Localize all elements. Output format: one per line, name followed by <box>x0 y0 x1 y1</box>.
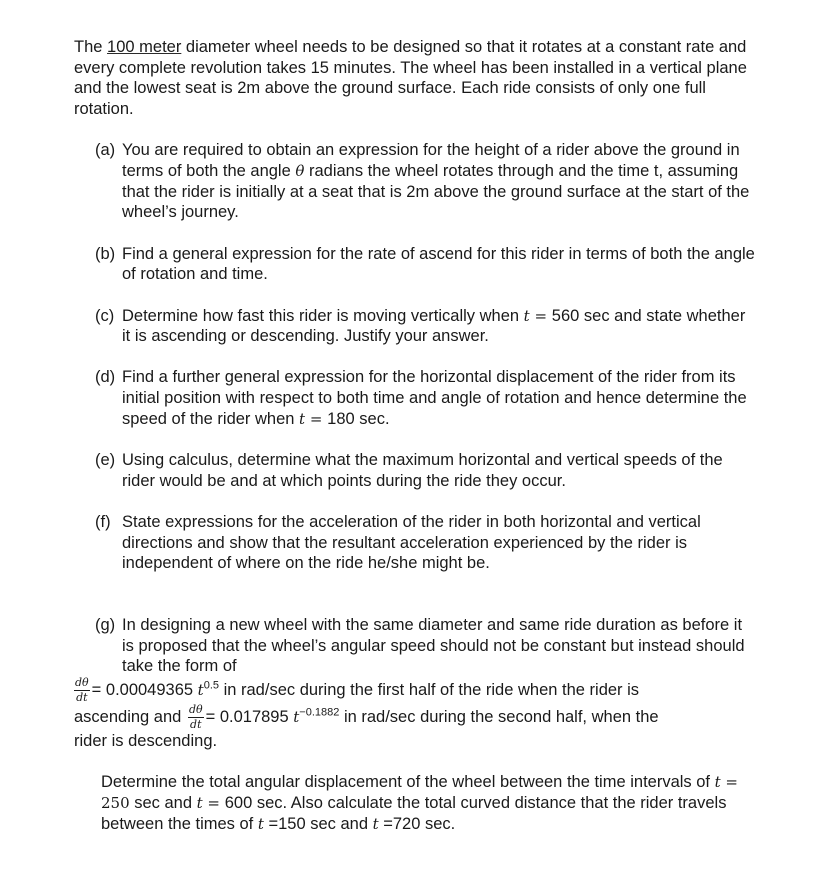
intro-paragraph: The 100 meter diameter wheel needs to be designed so that it rotates at a constant rate and every complete revolution takes 15 minutes. The wheel has been installed in a vertical plane and the lowest seat is 2m above the ground surface. Each ride consists of only one full rotation. <box>74 38 747 119</box>
diameter-link[interactable]: 100 meter <box>107 38 182 56</box>
question-b: (b) Find a general expression for the rate of ascend for this rider in terms of both the angle of rotation and time. <box>95 244 755 284</box>
question-g: (g) In designing a new wheel with the same diameter and same ride duration as before it is proposed that the wheel’s angular speed should not be constant but instead should take the form of <box>95 616 745 676</box>
question-c: (c) Determine how fast this rider is moving vertically when t = 560 sec and state whether it is ascending or descending. Justify your answer. <box>95 306 746 346</box>
final-question: Determine the total angular displacement of the wheel between the time intervals of t = 250 sec and t = 600 sec. Also calculate the total curved distance that the rider travels between the times of t =150 sec and t =720 sec. <box>101 773 738 833</box>
question-d: (d) Find a further general expression for the horizontal displacement of the rider from its initial position with respect to both time and angle of rotation and hence determine the speed of the rider when t = 180 sec. <box>95 368 747 428</box>
question-e: (e) Using calculus, determine what the maximum horizontal and vertical speeds of the rider would be and at which points during the ride they occur. <box>95 451 723 490</box>
dtheta-dt-fraction: $\frac{d\theta}{dt}$ <box>188 703 203 732</box>
equation-line-3: rider is descending. <box>74 732 218 751</box>
question-f: (f) State expressions for the acceleration of the rider in both horizontal and vertical directions and show that the resultant acceleration experienced by the rider is independent of where on the ride he/she might be. <box>95 512 701 573</box>
equation-line-1: $\frac{d\theta}{dt}$ = 0.00049365 $t^{0.5}$ in rad/sec during the first half of the ride when the rider is <box>75 676 640 705</box>
question-label: (d) <box>95 368 116 387</box>
question-label: (c) <box>95 306 115 325</box>
question-label: (e) <box>95 451 116 470</box>
document-body <box>74 37 764 834</box>
question-label: (b) <box>95 244 116 263</box>
question-label: (a) <box>95 141 116 160</box>
dtheta-dt-fraction: $\frac{d\theta}{dt}$ <box>75 676 89 705</box>
equation-line-2: ascending and $\frac{d\theta}{dt}$ = 0.017895 $t^{-0.1882}$ in rad/sec during the second half, when the <box>74 703 659 732</box>
theta-symbol: θ <box>295 162 305 181</box>
angular-speed-equations <box>74 677 764 752</box>
question-a: (a) You are required to obtain an expression for the height of a rider above the ground in terms of both the angle θ radians the wheel rotates through and the time t, assuming that the rider is initially at a seat that is 2m above the ground surface at the start of the wheel’s journey. <box>95 141 750 222</box>
question-list <box>95 140 755 677</box>
question-label: (g) <box>95 616 116 635</box>
question-label: (f) <box>95 512 111 531</box>
